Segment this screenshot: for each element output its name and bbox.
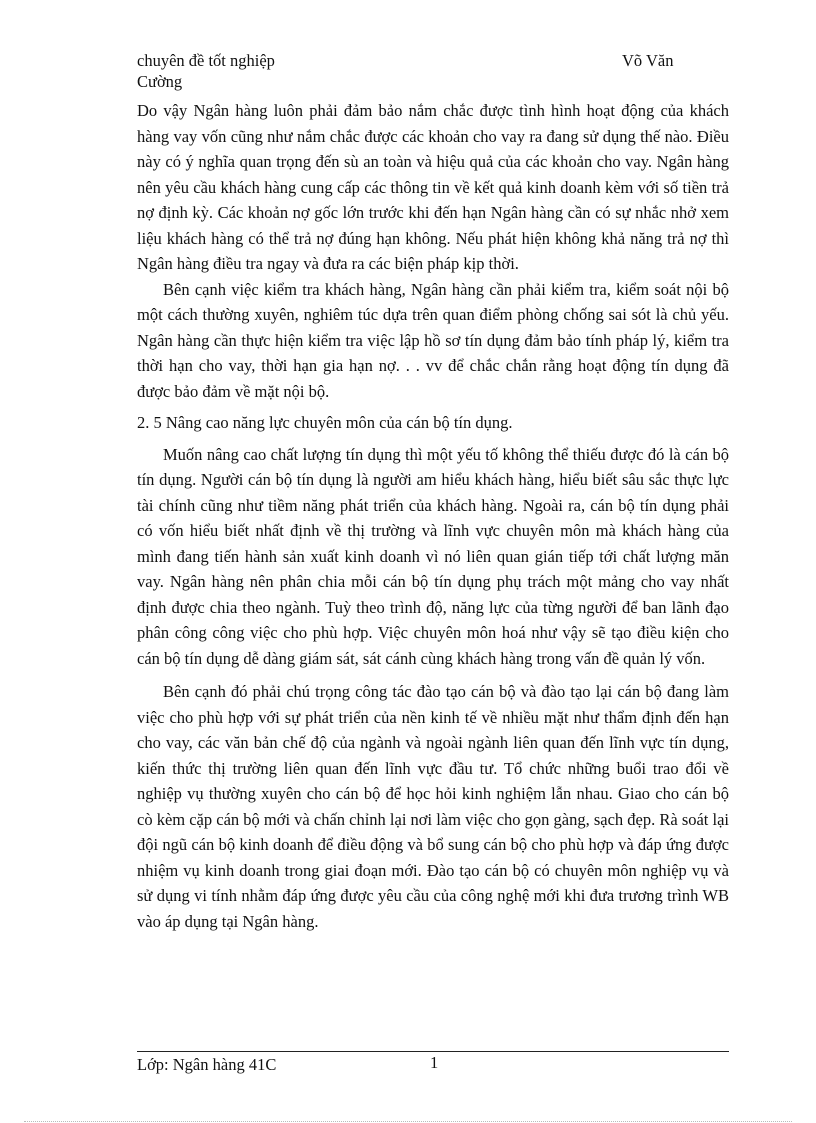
section-heading: 2. 5 Nâng cao năng lực chuyên môn của cán bộ tín dụng. [137,413,513,432]
header-author-continued: Cường [137,72,183,91]
document-body [137,98,729,934]
paragraph: Bên cạnh việc kiểm tra khách hàng, Ngân hàng cần phải kiểm tra, kiểm soát nội bộ một cách thường xuyên, nghiêm túc dựa trên quan điểm phòng chống sai sót là chủ yếu. Ngân hàng cần thực hiện kiểm tra việc lập hồ sơ tín dụng đảm bảo tính pháp lý, kiểm tra thời hạn cho vay, thời hạn gia hạn nợ. . . vv để chắc chắn rằng hoạt động tín dụng đã được bảo đảm về mặt nội bộ. [137,279,729,401]
page-bottom-border [24,1121,792,1122]
page-number: 1 [430,1053,439,1072]
paragraph: Do vậy Ngân hàng luôn phải đảm bảo nắm chắc được tình hình hoạt động của khách hàng vay vốn cũng như nắm chắc được các khoản cho vay ra đang sử dụng thế nào. Điều này có ý nghĩa quan trọng đến sù an toàn và hiệu quả của các khoản cho vay. Ngân hàng nên yêu cầu khách hàng cung cấp các thông tin về kết quả kinh doanh kèm với số tiền trả nợ định kỳ. Các khoản nợ gốc lớn trước khi đến hạn Ngân hàng cần có sự nhắc nhở xem liệu khách hàng có thể trả nợ đúng hạn không. Nếu phát hiện không khả năng trả nợ thì Ngân hàng điều tra ngay và đưa ra các biện pháp kịp thời. [137,101,729,273]
header-topic: chuyên đề tốt nghiệp [137,51,275,70]
footer-divider [137,1051,729,1052]
header-author: Võ Văn [622,51,674,70]
paragraph: Bên cạnh đó phải chú trọng công tác đào tạo cán bộ và đào tạo lại cán bộ đang làm việc cho phù hợp với sự phát triển của nền kinh tế về nhiều mặt như thẩm định đến hạn cho vay, các văn bản chế độ của ngành và ngoài ngành liên quan đến lĩnh vực tín dụng, kiến thức thị trường liên quan đến lĩnh vực đầu tư. Tổ chức những buổi trao đổi về nghiệp vụ thường xuyên cho cán bộ để học hỏi kinh nghiệm lẫn nhau. Giao cho cán bộ cò kèm cặp cán bộ mới và chấn chỉnh lại nơi làm việc cho gọn gàng, sạch đẹp. Rà soát lại đội ngũ cán bộ kinh doanh để điều động và bổ sung cán bộ cho phù hợp và đáp ứng được nhiệm vụ kinh doanh trong giai đoạn mới. Đào tạo cán bộ có chuyên môn nghiệp vụ và sử dụng vi tính nhằm đáp ứng được yêu cầu của công nghệ mới khi đưa trương trình WB vào áp dụng tại Ngân hàng. [137,682,730,931]
footer-class-label: Lớp: Ngân hàng 41C [137,1055,277,1074]
paragraph: Muốn nâng cao chất lượng tín dụng thì một yếu tố không thể thiếu được đó là cán bộ tín dụng. Người cán bộ tín dụng là người am hiểu khách hàng, hiểu biết sâu sắc thực lực tài chính cũng như tiềm năng phát triển của khách hàng. Ngoài ra, cán bộ tín dụng phải có vốn hiểu biết nhất định về thị trường và lĩnh vực chuyên môn mà khách hàng của mình đang tiến hành sản xuất kinh doanh vì nó liên quan gián tiếp tới chất lượng măn vay. Ngân hàng nên phân chia mỗi cán bộ tín dụng phụ trách một mảng cho vay nhất định được chia theo ngành. Tuỳ theo trình độ, năng lực của từng người để ban lãnh đạo phân công công việc cho phù hợp. Việc chuyên môn hoá như vậy sẽ tạo điều kiện cho cán bộ tín dụng dễ dàng giám sát, sát cánh cùng khách hàng trong vấn đề quản lý vốn. [137,444,729,668]
